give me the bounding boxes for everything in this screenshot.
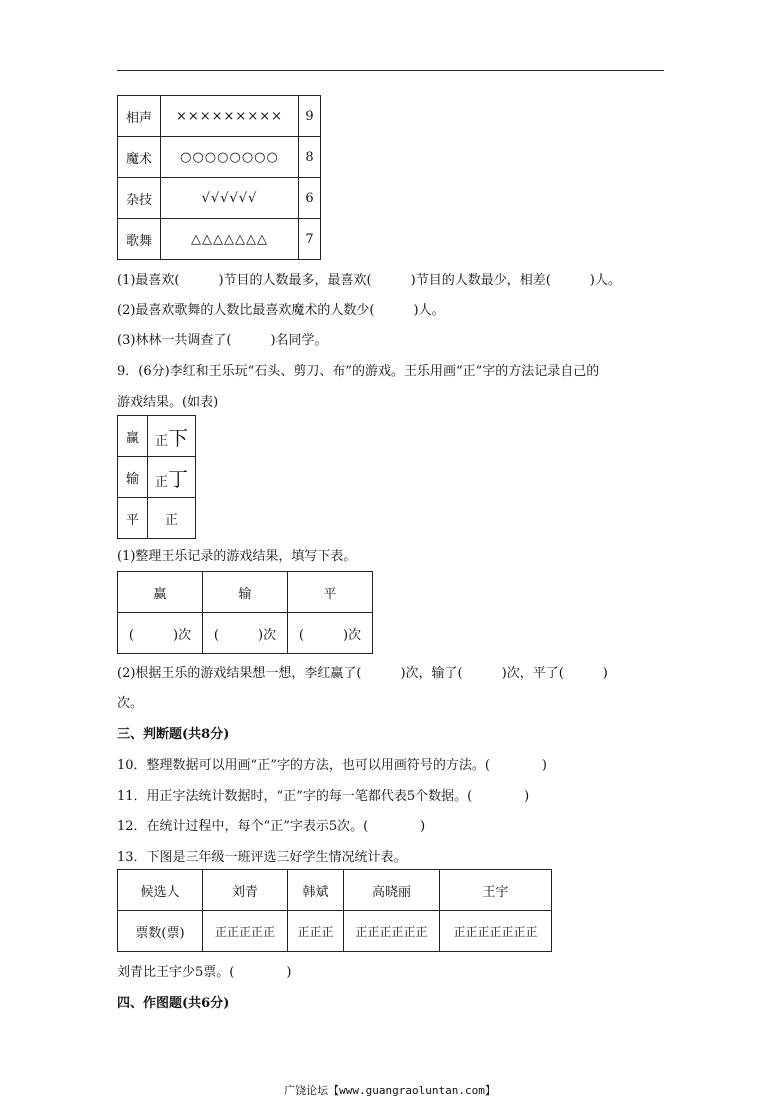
tally-main: 正 <box>154 474 168 490</box>
q11: 11．用正字法统计数据时，“正”字的每一笔都代表5个数据。( ) <box>117 789 530 804</box>
table-row <box>118 572 373 613</box>
q10: 10．整理数据可以用画“正”字的方法，也可以用画符号的方法。( ) <box>117 758 547 773</box>
program-name: 魔术 <box>118 137 161 178</box>
fill-blank[interactable]: ( )次 <box>288 613 373 654</box>
q8-sub1: (1)最喜欢( )节目的人数最多，最喜欢( )节目的人数最少，相差( )人。 <box>117 273 621 288</box>
table-row <box>118 870 552 911</box>
table-row <box>118 96 321 137</box>
vote-header: 刘青 <box>203 870 288 911</box>
tally-label: 赢 <box>118 416 148 457</box>
tally-marks <box>148 457 196 498</box>
program-count: 8 <box>299 137 321 178</box>
table-row <box>118 137 321 178</box>
q9-stem-line1: 9．(6分)李红和王乐玩“石头、剪刀、布”的游戏。王乐用画“正”字的方法记录自己的 <box>117 364 600 379</box>
q8-sub2: (2)最喜欢歌舞的人数比最喜欢魔术的人数少( )人。 <box>117 303 445 318</box>
q9-sub2-line1: (2)根据王乐的游戏结果想一想，李红赢了( )次，输了( )次，平了( ) <box>117 666 608 681</box>
program-marks: ××××××××× <box>161 96 299 137</box>
tally-main: 正 <box>164 512 178 528</box>
fill-header: 赢 <box>118 572 203 613</box>
program-name: 相声 <box>118 96 161 137</box>
q13-statement: 刘青比王宇少5票。( ) <box>117 965 292 980</box>
tally-main: 正 <box>154 433 168 449</box>
q9-sub2-line2: 次。 <box>117 696 144 711</box>
game-result-fill-table <box>117 571 373 654</box>
tally-extra: 丁 <box>168 466 188 491</box>
tally-label: 平 <box>118 498 148 539</box>
program-name: 歌舞 <box>118 219 161 260</box>
q13: 13．下图是三年级一班评选三好学生情况统计表。 <box>117 850 407 865</box>
vote-header: 韩斌 <box>288 870 344 911</box>
fill-header: 平 <box>288 572 373 613</box>
fill-blank[interactable]: ( )次 <box>118 613 203 654</box>
program-marks: ○○○○○○○○ <box>161 137 299 178</box>
vote-table <box>117 869 552 952</box>
game-tally-table <box>117 415 196 539</box>
q8-sub3: (3)林林一共调查了( )名同学。 <box>117 333 328 348</box>
vote-cell: 正正正正正正正 <box>440 911 552 952</box>
q9-stem-line2: 游戏结果。(如表) <box>117 395 219 410</box>
program-name: 杂技 <box>118 178 161 219</box>
table-row <box>118 416 196 457</box>
tally-extra: 下 <box>168 425 188 450</box>
program-count: 7 <box>299 219 321 260</box>
vote-cell: 正正正 <box>288 911 344 952</box>
fill-header: 输 <box>203 572 288 613</box>
fill-blank[interactable]: ( )次 <box>203 613 288 654</box>
program-tally-table <box>117 95 321 260</box>
tally-label: 输 <box>118 457 148 498</box>
table-row <box>118 911 552 952</box>
q9-sub1: (1)整理王乐记录的游戏结果，填写下表。 <box>117 549 357 564</box>
program-marks: △△△△△△△ <box>161 219 299 260</box>
vote-header: 候选人 <box>118 870 203 911</box>
vote-header: 王宇 <box>440 870 552 911</box>
vote-cell: 正正正正正正 <box>344 911 440 952</box>
program-count: 9 <box>299 96 321 137</box>
table-row <box>118 219 321 260</box>
q12: 12．在统计过程中，每个“正”字表示5次。( ) <box>117 819 426 834</box>
table-row <box>118 457 196 498</box>
section3-title: 三、判断题(共8分) <box>117 727 230 742</box>
program-marks: √√√√√√ <box>161 178 299 219</box>
tally-marks <box>148 498 196 539</box>
program-count: 6 <box>299 178 321 219</box>
table-row <box>118 498 196 539</box>
vote-cell: 正正正正正 <box>203 911 288 952</box>
vote-cell: 票数(票) <box>118 911 203 952</box>
tally-marks <box>148 416 196 457</box>
vote-header: 高晓丽 <box>344 870 440 911</box>
table-row <box>118 613 373 654</box>
header-rule <box>117 70 664 71</box>
table-row <box>118 178 321 219</box>
section4-title: 四、作图题(共6分) <box>117 996 230 1011</box>
page-footer: 广饶论坛【www.guangraoluntan.com】 <box>284 1084 496 1097</box>
